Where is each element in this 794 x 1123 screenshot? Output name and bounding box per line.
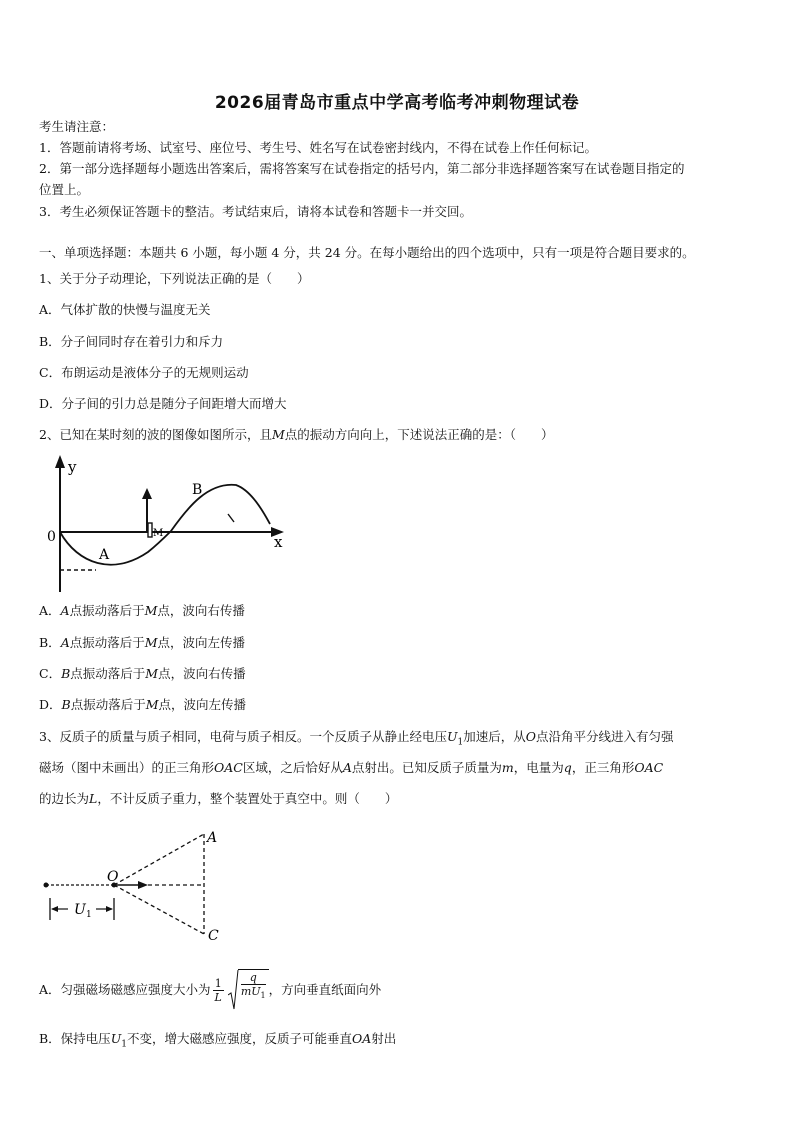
q3-stem-line-2: 磁场（图中未画出）的正三角形OAC区域，之后恰好从A点射出。已知反质子质量为m，电量为q，正三角形OAC — [39, 760, 664, 775]
q1-option-d: D．分子间的引力总是随分子间距增大而增大 — [39, 396, 287, 411]
voltage-subscript: 1 — [86, 910, 92, 920]
wave-curve — [60, 485, 270, 565]
triangle-diagram — [38, 822, 238, 952]
up-arrow-icon — [142, 488, 152, 499]
m-point-mark — [148, 523, 152, 537]
page-title: 2026届青岛市重点中学高考临考冲刺物理试卷 — [214, 93, 580, 113]
y-axis-label: y — [68, 458, 77, 476]
q2-stem-m: M — [271, 427, 285, 442]
q3-option-a: A．匀强磁场磁感应强度大小为 $\frac{1}{L}$ $\frac{q}{mU_1}$ ，方向垂直纸面向外 — [39, 968, 381, 1013]
x-axis-label: x — [274, 533, 283, 551]
notice-item-2: 2．第一部分选择题每小题选出答案后，需将答案写在试卷指定的括号内，第二部分非选择题答案写在试卷题目指定的 — [39, 161, 685, 176]
vertex-c-label: C — [208, 928, 219, 944]
right-arrow-icon — [138, 881, 148, 889]
radical-icon — [228, 969, 239, 1011]
point-a-label: A — [99, 547, 110, 563]
q1-stem: 1、关于分子动理论，下列说法正确的是（ ） — [39, 271, 310, 286]
origin-label: 0 — [47, 529, 56, 545]
q3-stem-line-3: 的边长为L，不计反质子重力，整个装置处于真空中。则（ ） — [39, 791, 398, 806]
side-oc — [114, 885, 204, 934]
vertex-a-label: A — [207, 830, 218, 846]
q3-stem-line-1: 3、反质子的质量与质子相同，电荷与质子相反。一个反质子从静止经电压$U_1$加速后，从O点沿角平分线进入有匀强 — [39, 729, 674, 748]
q2-option-b: B．A点振动落后于M点，波向左传播 — [39, 635, 246, 650]
point-b-label: B — [192, 482, 203, 498]
q2-option-d: D．B点振动落后于M点，波向左传播 — [39, 697, 247, 712]
notice-heading: 考生请注意： — [39, 119, 115, 134]
sqrt-expression: $\frac{q}{mU_1}$ — [228, 969, 269, 1013]
left-arrow-icon — [51, 906, 58, 912]
wave-diagram — [38, 452, 298, 602]
q2-stem-text-a: 2、已知在某时刻的波的图像如图所示，且 — [39, 427, 272, 442]
q2-option-c: C．B点振动落后于M点，波向右传播 — [39, 666, 246, 681]
q2-stem-text-b: 点的振动方向向上，下述说法正确的是：（ ） — [284, 427, 554, 442]
notice-item-2-cont: 位置上。 — [39, 182, 90, 197]
point-m-label: M — [153, 528, 164, 539]
fraction-1-over-l: $\frac{1}{L}$ — [214, 977, 222, 1004]
section-heading: 一、单项选择题：本题共 6 小题，每小题 4 分，共 24 分。在每小题给出的四个选项中，只有一项是符合题目要求的。 — [39, 245, 695, 260]
wave-end-mark — [228, 514, 234, 522]
q1-option-c: C．布朗运动是液体分子的无规则运动 — [39, 365, 249, 380]
q2-option-a: A．A点振动落后于M点，波向右传播 — [39, 603, 245, 618]
right-small-arrow-icon — [106, 906, 113, 912]
side-oa — [114, 834, 204, 885]
notice-item-3: 3．考生必须保证答题卡的整洁。考试结束后，请将本试卷和答题卡一并交回。 — [39, 204, 472, 219]
q3-option-b: B．保持电压$U_1$不变，增大磁感应强度，反质子可能垂直OA射出 — [39, 1031, 397, 1050]
q1-option-a: A．气体扩散的快慢与温度无关 — [39, 302, 211, 317]
q2-stem — [39, 426, 554, 444]
y-axis-arrow-icon — [55, 455, 65, 468]
notice-item-1: 1．答题前请将考场、试室号、座位号、考生号、姓名写在试卷密封线内，不得在试卷上作任何标记。 — [39, 140, 597, 155]
voltage-label: U — [74, 902, 86, 918]
q1-option-b: B．分子间同时存在着引力和斥力 — [39, 334, 224, 349]
vertex-o-label: O — [107, 869, 119, 885]
start-point-dot — [44, 883, 49, 888]
